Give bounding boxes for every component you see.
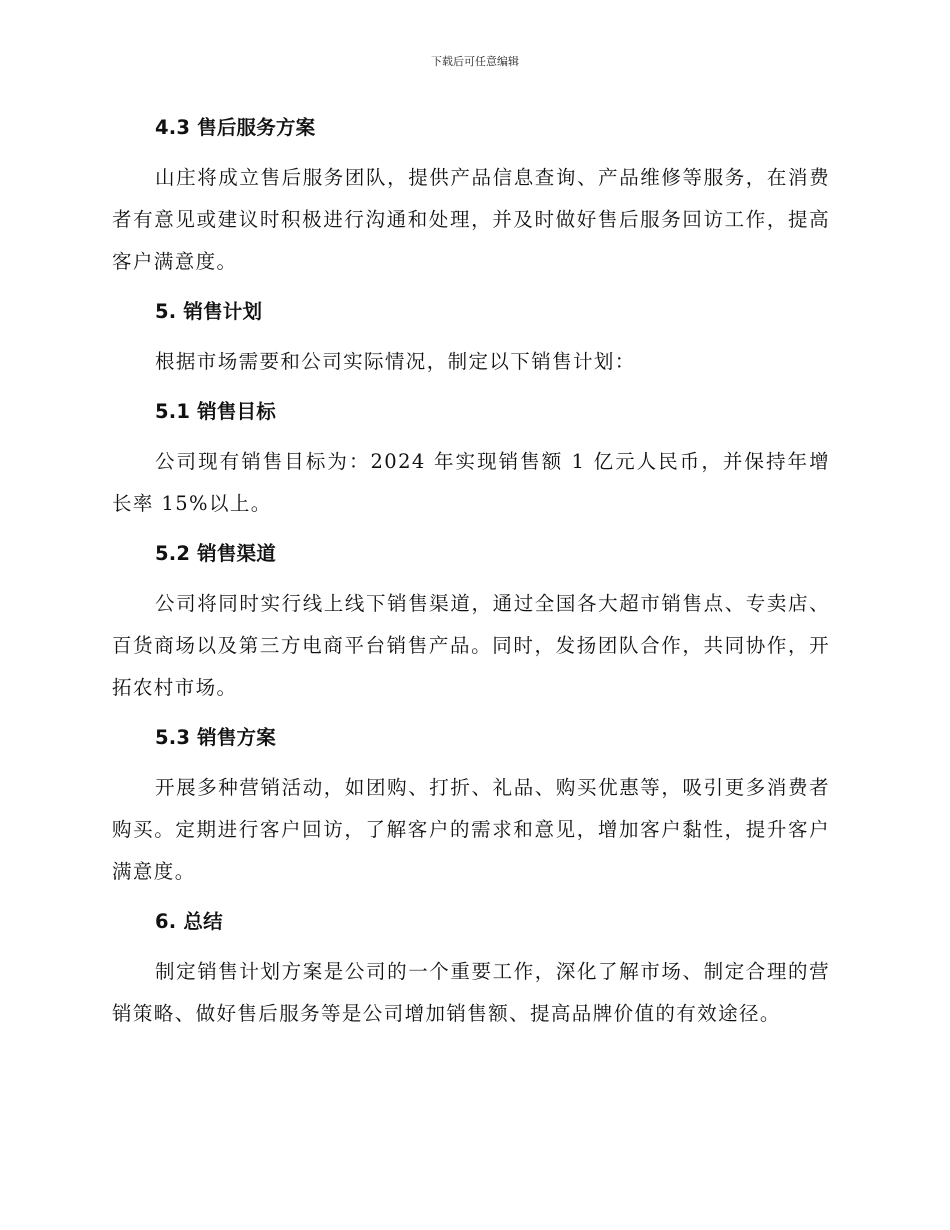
section-heading-5-2: 5.2 销售渠道 [155,542,276,565]
section-paragraph-6: 制定销售计划方案是公司的一个重要工作，深化了解市场、制定合理的营销策略、做好售后服务等是公司增加销售额、提高品牌价值的有效途径。 [112,960,830,1025]
section-paragraph-5: 根据市场需要和公司实际情况，制定以下销售计划： [155,350,636,373]
section-heading-5-3: 5.3 销售方案 [155,726,276,749]
section-heading-6: 6. 总结 [155,910,223,933]
section-heading-4-3: 4.3 售后服务方案 [155,116,316,139]
section-paragraph-5-3: 开展多种营销活动，如团购、打折、礼品、购买优惠等，吸引更多消费者购买。定期进行客户回访，了解客户的需求和意见，增加客户黏性，提升客户满意度。 [112,776,830,883]
section-heading-5-1: 5.1 销售目标 [155,400,276,423]
section-paragraph-4-3: 山庄将成立售后服务团队，提供产品信息查询、产品维修等服务，在消费者有意见或建议时积极进行沟通和处理，并及时做好售后服务回访工作，提高客户满意度。 [112,166,830,273]
page-header: 下载后可任意编辑 [431,55,519,68]
section-paragraph-5-2: 公司将同时实行线上线下销售渠道，通过全国各大超市销售点、专卖店、百货商场以及第三方电商平台销售产品。同时，发扬团队合作，共同协作，开拓农村市场。 [112,592,830,699]
document-body [112,108,830,1044]
section-paragraph-5-1: 公司现有销售目标为：2024 年实现销售额 1 亿元人民币，并保持年增长率 15%以上。 [112,450,830,515]
section-heading-5: 5. 销售计划 [155,300,263,323]
